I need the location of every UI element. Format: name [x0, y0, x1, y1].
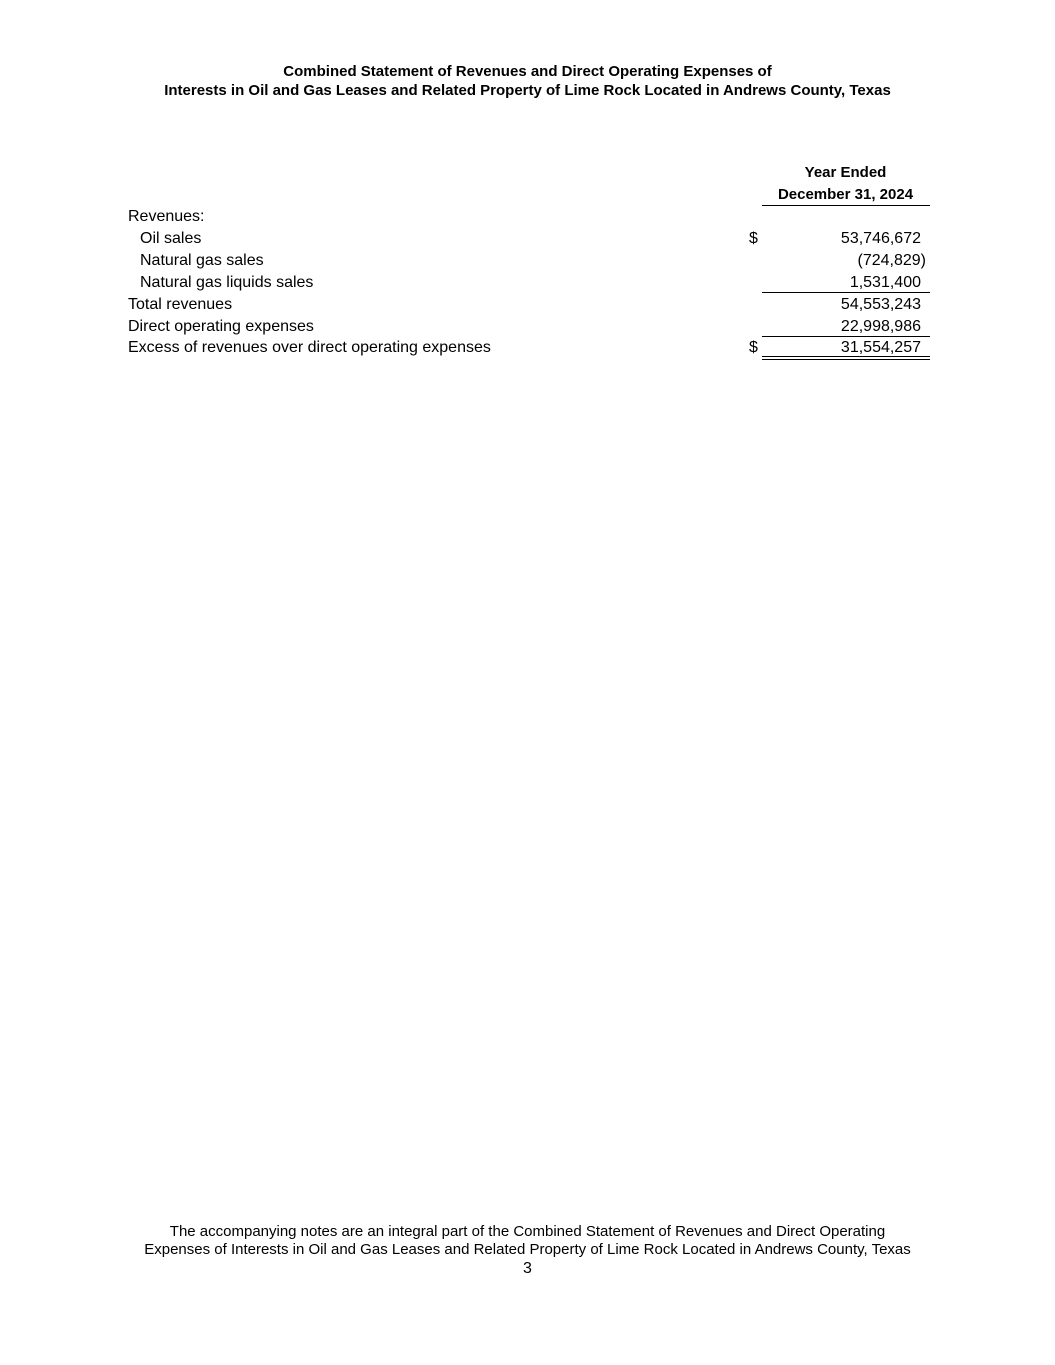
- statement-title-line-2: Interests in Oil and Gas Leases and Related Property of Lime Rock Located in Andrews County, Texas: [164, 82, 891, 99]
- footer-note-line-1: The accompanying notes are an integral part of the Combined Statement of Revenues and Direct Operating: [169, 1223, 886, 1240]
- column-header-period: Year Ended: [804, 164, 887, 181]
- line-item-value-oil-sales: 53,746,672: [840, 230, 921, 247]
- section-label-revenues: Revenues:: [128, 208, 205, 225]
- line-item-label-natural-gas-sales: Natural gas sales: [140, 252, 264, 269]
- column-header-date: December 31, 2024: [777, 186, 914, 203]
- line-item-label-ngl-sales: Natural gas liquids sales: [140, 274, 314, 291]
- page-number: 3: [523, 1260, 532, 1277]
- column-header-underline: [762, 205, 930, 206]
- line-item-value-natural-gas-sales: (724,829): [857, 252, 926, 269]
- line-item-label-oil-sales: Oil sales: [140, 230, 202, 247]
- line-item-value-direct-operating-expenses: 22,998,986: [840, 318, 921, 335]
- total-value-revenues: 54,553,243: [840, 296, 921, 313]
- line-item-value-ngl-sales: 1,531,400: [849, 274, 921, 291]
- subtotal-rule: [762, 292, 930, 293]
- currency-symbol-excess: $: [749, 339, 758, 356]
- currency-symbol-oil-sales: $: [749, 230, 758, 247]
- total-value-excess-revenues: 31,554,257: [840, 339, 921, 356]
- footer-note-line-2: Expenses of Interests in Oil and Gas Leases and Related Property of Lime Rock Located in Andrews County, Texas: [144, 1241, 911, 1258]
- line-item-label-direct-operating-expenses: Direct operating expenses: [128, 318, 314, 335]
- total-label-revenues: Total revenues: [128, 296, 233, 313]
- statement-title-line-1: Combined Statement of Revenues and Direct Operating Expenses of: [283, 63, 772, 80]
- expense-rule: [762, 336, 930, 337]
- total-label-excess-revenues: Excess of revenues over direct operating expenses: [128, 339, 491, 356]
- grand-total-double-rule: [762, 356, 930, 360]
